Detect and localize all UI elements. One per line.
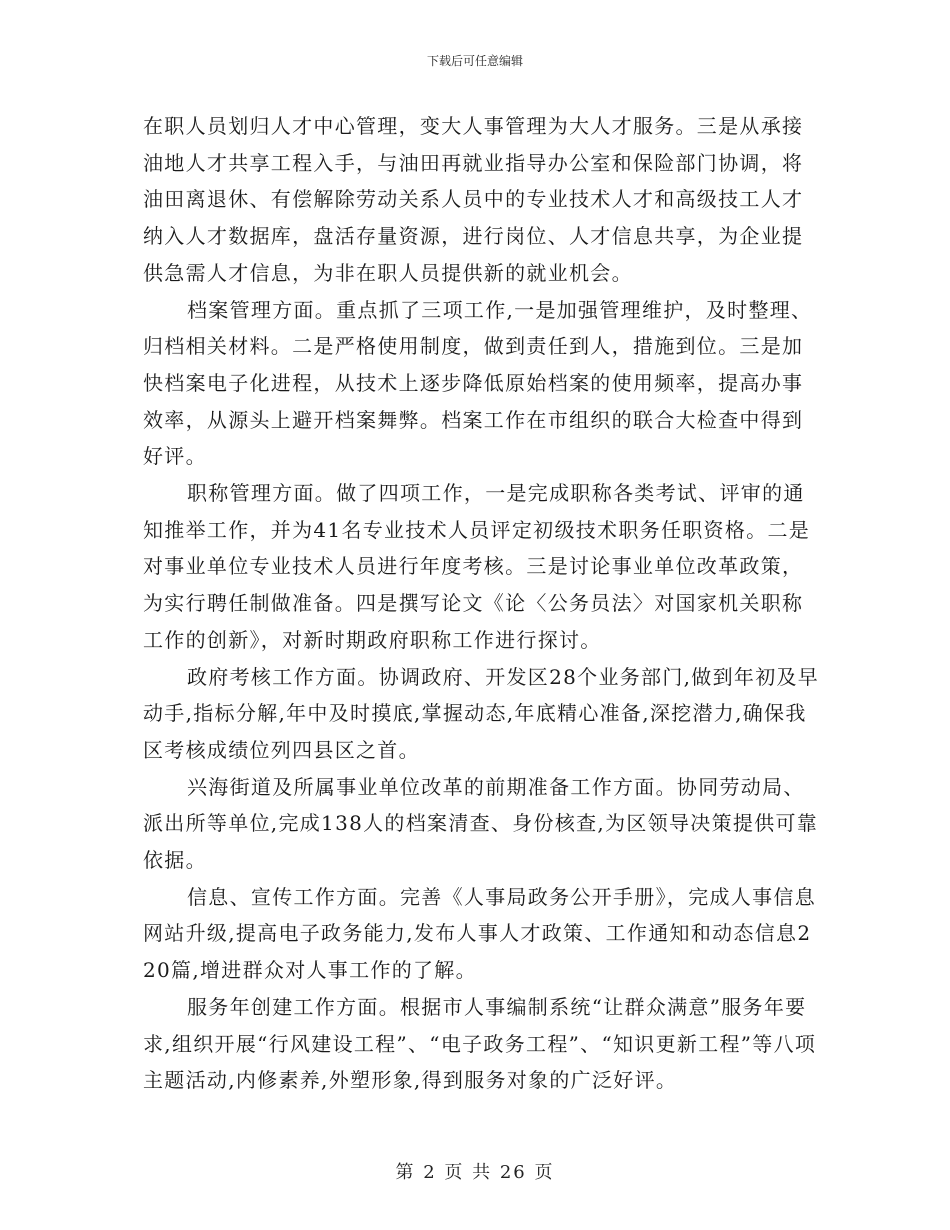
paragraph-government-assessment: 政府考核工作方面。协调政府、开发区28个业务部门,做到年初及早动手,指标分解,年中及时摸底,掌握动态,年底精心准备,深挖潜力,确保我区考核成绩位列四县区之首。: [143, 664, 820, 762]
paragraph-service-year: 服务年创建工作方面。根据市人事编制系统“让群众满意”服务年要求,组织开展“行风建设工程”、“电子政务工程”、“知识更新工程”等八项主题活动,内修素养,外塑形象,得到服务对象的广泛好评。: [143, 994, 817, 1093]
paragraph-information-publicity: 信息、宣传工作方面。完善《人事局政务公开手册》，完成人事信息网站升级,提高电子政务能力,发布人事人才政策、工作通知和动态信息220篇,增进群众对人事工作的了解。: [143, 884, 816, 983]
paragraph-title-management: 职称管理方面。做了四项工作，一是完成职称各类考试、评审的通知推举工作，并为41名专业技术人员评定初级技术职务任职资格。二是对事业单位专业技术人员进行年度考核。三是讨论事业单位改革政策，为实行聘任制做准备。四是撰写论文《论〈公务员法〉对国家机关职称工作的创新》，对新时期政府职称工作进行探讨。: [143, 481, 811, 652]
page-footer: 第 2 页 共 26 页: [395, 1162, 555, 1183]
paragraph-continuation: 在职人员划归人才中心管理，变大人事管理为大人才服务。三是从承接油地人才共享工程入手，与油田再就业指导办公室和保险部门协调，将油田离退休、有偿解除劳动关系人员中的专业技术人才和高级技工人才纳入人才数据库，盘活存量资源，进行岗位、人才信息共享，为企业提供急需人才信息，为非在职人员提供新的就业机会。: [143, 114, 804, 285]
document-body: [143, 108, 823, 1099]
page-header: 下载后可任意编辑: [426, 54, 523, 68]
paragraph-xinghai-reform: 兴海街道及所属事业单位改革的前期准备工作方面。协同劳动局、派出所等单位,完成138人的档案清查、身份核查,为区领导决策提供可靠依据。: [143, 774, 819, 873]
paragraph-archive-management: 档案管理方面。重点抓了三项工作,一是加强管理维护，及时整理、归档相关材料。二是严格使用制度，做到责任到人，措施到位。三是加快档案电子化进程，从技术上逐步降低原始档案的使用频率，提高办事效率，从源头上避开档案舞弊。档案工作在市组织的联合大检查中得到好评。: [143, 297, 813, 469]
